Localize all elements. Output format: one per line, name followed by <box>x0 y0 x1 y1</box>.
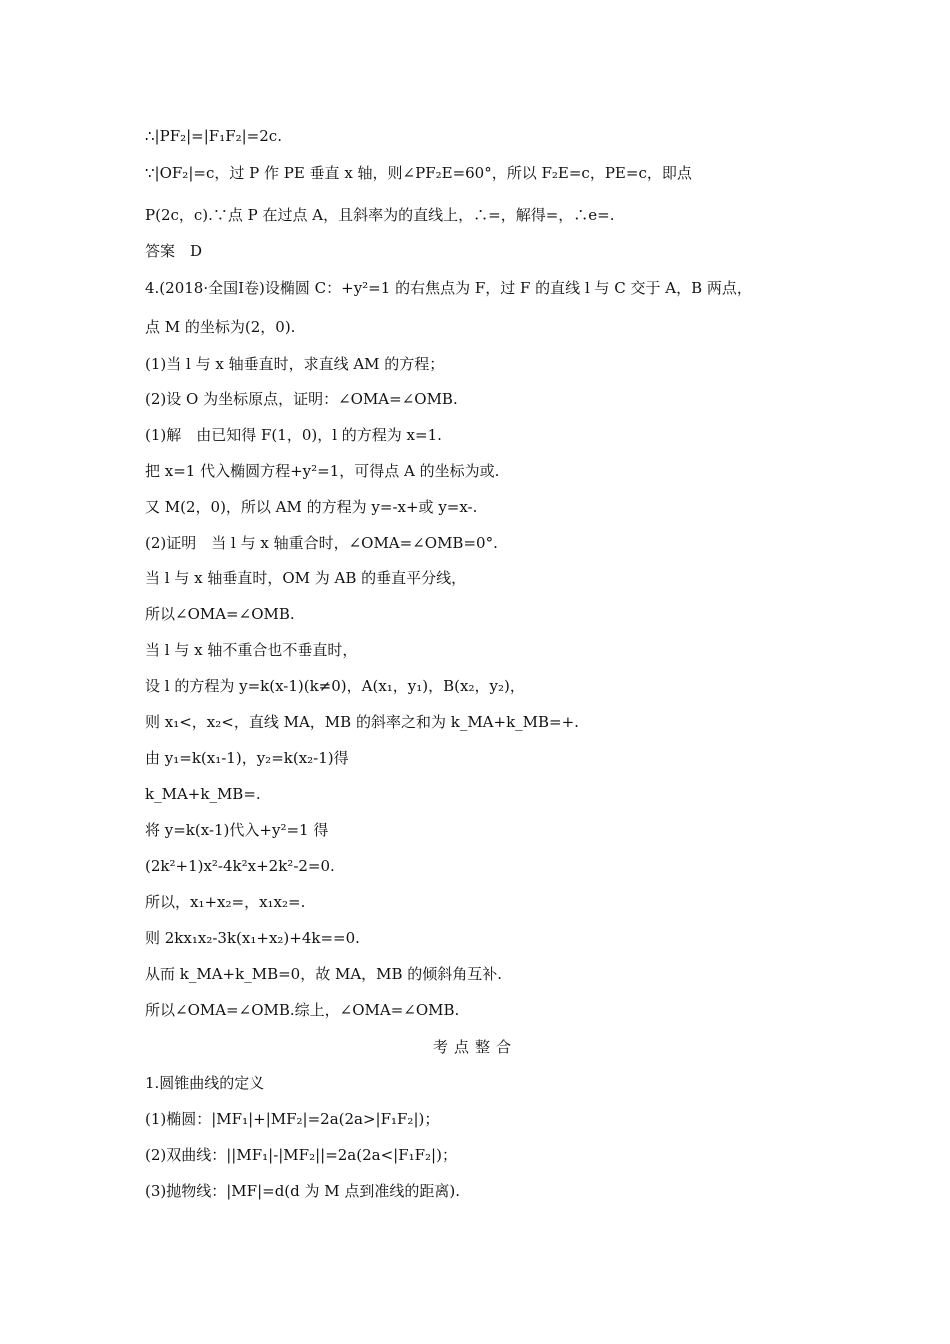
proof-line-3: 所以∠OMA=∠OMB. <box>145 605 295 623</box>
text-line-3: P(2c，c).∵点 P 在过点 A，且斜率为的直线上，∴=，解得=，∴e=. <box>145 206 615 224</box>
proof-line-4: 当 l 与 x 轴不重合也不垂直时， <box>145 641 358 659</box>
proof-line-6: 则 x₁<，x₂<，直线 MA，MB 的斜率之和为 k_MA+k_MB=+. <box>145 713 579 731</box>
solution-1-line-3: 又 M(2，0)，所以 AM 的方程为 y=-x+或 y=x-. <box>145 498 478 516</box>
proof-line-13: 从而 k_MA+k_MB=0，故 MA，MB 的倾斜角互补. <box>145 965 503 983</box>
proof-line-12: 则 2kx₁x₂-3k(x₁+x₂)+4k==0. <box>145 929 360 947</box>
text-line-1: ∴|PF₂|=|F₁F₂|=2c. <box>145 127 282 145</box>
definition-ellipse: (1)椭圆：|MF₁|+|MF₂|=2a(2a>|F₁F₂|)； <box>145 1110 440 1128</box>
solution-1-line-2: 把 x=1 代入椭圆方程+y²=1，可得点 A 的坐标为或. <box>145 462 500 480</box>
proof-line-14: 所以∠OMA=∠OMB.综上，∠OMA=∠OMB. <box>145 1001 460 1019</box>
question-2: (2)设 O 为坐标原点，证明：∠OMA=∠OMB. <box>145 390 458 408</box>
proof-line-5: 设 l 的方程为 y=k(x-1)(k≠0)，A(x₁，y₁)，B(x₂，y₂)， <box>145 677 525 695</box>
definition-hyperbola: (2)双曲线：||MF₁|-|MF₂||=2a(2a<|F₁F₂|)； <box>145 1146 457 1164</box>
section-title: 考点整合 <box>432 1038 517 1056</box>
definition-heading: 1.圆锥曲线的定义 <box>145 1074 265 1092</box>
definition-parabola: (3)抛物线：|MF|=d(d 为 M 点到准线的距离). <box>145 1182 461 1200</box>
answer-line: 答案 D <box>145 242 203 260</box>
proof-line-9: 将 y=k(x-1)代入+y²=1 得 <box>145 821 329 839</box>
proof-line-10: (2k²+1)x²-4k²x+2k²-2=0. <box>145 857 335 875</box>
proof-line-8: k_MA+k_MB=. <box>145 785 261 803</box>
proof-line-2: 当 l 与 x 轴垂直时，OM 为 AB 的垂直平分线， <box>145 569 467 587</box>
problem-4-line-2: 点 M 的坐标为(2，0). <box>145 318 296 336</box>
text-line-2: ∵|OF₂|=c，过 P 作 PE 垂直 x 轴，则∠PF₂E=60°，所以 F₂E=c，PE=c，即点 <box>145 164 692 182</box>
solution-1-line-1: (1)解 由已知得 F(1，0)，l 的方程为 x=1. <box>145 426 442 444</box>
proof-line-7: 由 y₁=k(x₁-1)，y₂=k(x₂-1)得 <box>145 749 349 767</box>
proof-line-11: 所以，x₁+x₂=，x₁x₂=. <box>145 893 306 911</box>
problem-4-line-1: 4.(2018·全国Ⅰ卷)设椭圆 C：+y²=1 的右焦点为 F，过 F 的直线 l 与 C 交于 A，B 两点， <box>145 279 752 297</box>
question-1: (1)当 l 与 x 轴垂直时，求直线 AM 的方程； <box>145 355 445 373</box>
proof-line-1: (2)证明 当 l 与 x 轴重合时，∠OMA=∠OMB=0°. <box>145 534 498 552</box>
